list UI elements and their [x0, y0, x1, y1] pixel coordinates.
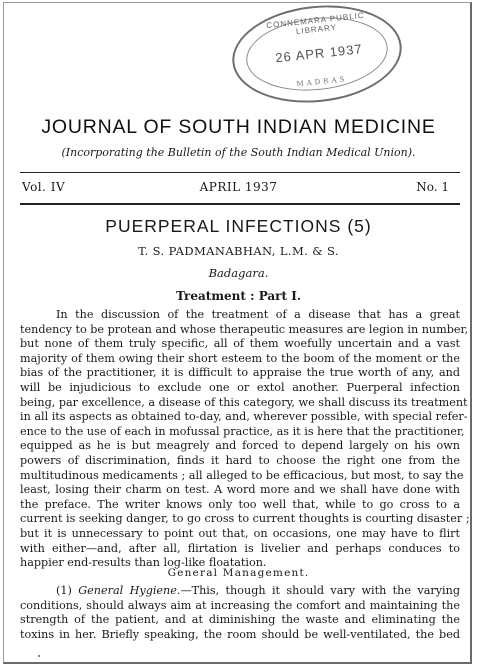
article-place: Badagara.: [208, 266, 269, 280]
section-heading: Treatment : Part I.: [175, 289, 302, 303]
paragraph-line: bias of the practitioner, it is difficult to appraise the true worth of any, and: [20, 366, 460, 380]
paragraph-line: happier end-results than log-like floatation.: [20, 556, 267, 570]
journal-subtitle: (Incorporating the Bulletin of the South Indian Medical Union).: [61, 146, 416, 159]
paragraph-line: but none of them truly specific, all of them woefully uncertain and a vast: [20, 337, 460, 351]
paragraph-line: In the discussion of the treatment of a disease that has a great: [56, 308, 460, 321]
paragraph-line: [20, 584, 460, 599]
paragraph-line: least, losing their charm on test. A word more and we shall have done with: [20, 483, 460, 497]
header-rule-bottom: [20, 203, 460, 205]
paragraph-line: but it is unnecessary to point out that, on occasions, one may have to flirt: [20, 526, 460, 540]
paragraph-treatment: [20, 308, 470, 571]
paragraph-line: in all its aspects as obtained to-day, and, wherever possible, with special refer-: [20, 410, 468, 424]
paragraph-line: equipped as he is but meagrely and forced to depend largely on his own: [20, 439, 460, 453]
paragraph-line: with either—and, after all, flirtation is livelier and perhaps conduces to: [20, 541, 460, 555]
scan-speck: [38, 655, 40, 657]
paragraph-line: conditions, should always aim at increasing the comfort and maintaining the: [20, 598, 460, 612]
paragraph-line: majority of them owing their short esteem to the boom of the moment or the: [20, 351, 460, 365]
header-rule-top: [20, 172, 460, 173]
paragraph-line: ence to the use of each in mofussal practice, as it is here that the practitioner,: [20, 424, 465, 438]
paragraph-line: strength of the patient, and at diminishing the waste and eliminating the: [20, 613, 460, 627]
paragraph-line: the preface. The writer knows only too well that, while to go cross to a: [20, 497, 460, 511]
library-stamp-city: MADRAS: [296, 74, 348, 89]
item-number: (1): [56, 584, 72, 597]
paragraph-general-hygiene: [20, 584, 460, 642]
paragraph-line: current is seeking danger, to go cross to current thoughts is courting disaster ;: [20, 512, 470, 526]
paragraph-line-text: —This, though it should vary with the varying: [180, 584, 460, 597]
issue-date: APRIL 1937: [199, 180, 278, 194]
paragraph-line: powers of discrimination, finds it hard to choose the right one from the: [20, 453, 460, 467]
paragraph-line: being, par excellence, a disease of this category, we shall discuss its treatment: [20, 395, 468, 409]
journal-title: JOURNAL OF SOUTH INDIAN MEDICINE: [41, 116, 436, 138]
article-title: PUERPERAL INFECTIONS (5): [105, 216, 372, 236]
paragraph-line: toxins in her. Briefly speaking, the room should be well-ventilated, the bed: [20, 627, 460, 641]
paragraph-line: multitudinous medicaments ; all alleged to be efficacious, but most, to say the: [20, 468, 464, 482]
general-management-heading: General Management.: [167, 567, 310, 579]
library-stamp-name: CONNEMARA PUBLIC LIBRARY: [265, 10, 366, 37]
library-stamp-date: 26 APR 1937: [274, 41, 364, 66]
issue-number: No. 1: [416, 180, 449, 194]
general-hygiene-label: General Hygiene.: [78, 584, 181, 597]
article-author: T. S. PADMANABHAN, L.M. & S.: [138, 244, 339, 258]
paragraph-line: will be injudicious to exclude one or extol another. Puerperal infection: [20, 380, 460, 394]
issue-volume: Vol. IV: [22, 180, 66, 194]
paragraph-line: tendency to be protean and whose therapeutic measures are legion in number,: [20, 322, 469, 336]
